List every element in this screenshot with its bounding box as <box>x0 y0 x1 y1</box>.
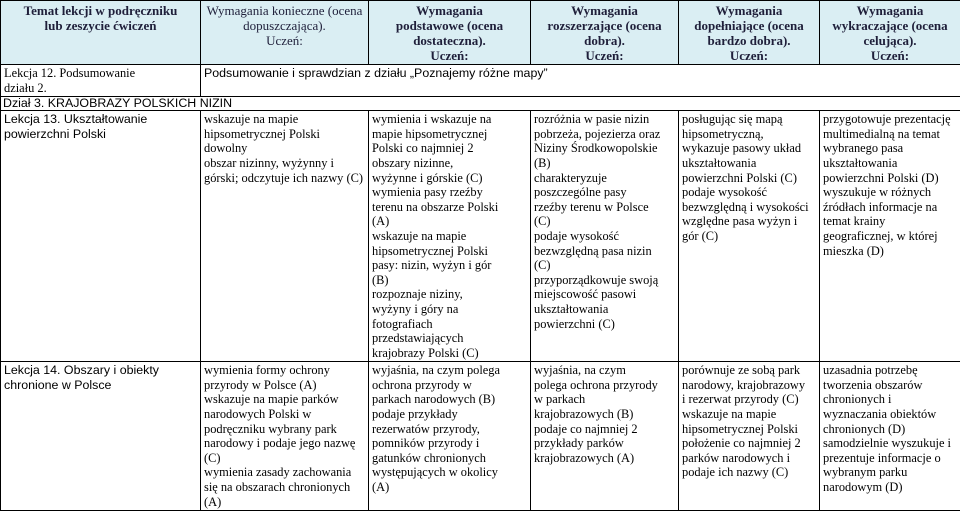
lesson-13-supplementary <box>679 111 820 362</box>
text-line: wyjaśnia, na czym polega <box>372 363 527 378</box>
text-line: charakteryzuje <box>534 171 675 186</box>
text-line: ukształtowania <box>682 156 816 171</box>
text-line: obszar nizinny, wyżynny i <box>204 156 365 171</box>
text-line: powierzchni Polski <box>4 127 197 142</box>
text-line: powierzchni Polski (D) <box>823 171 957 186</box>
header-extended <box>531 1 679 65</box>
text-line: podstawowe (ocena <box>371 18 528 33</box>
lesson-14-required <box>201 362 369 511</box>
text-line: dopuszczająca). <box>203 18 366 33</box>
text-line: (C) <box>534 258 675 273</box>
header-basic <box>369 1 531 65</box>
text-line: wskazuje na mapie <box>372 229 527 244</box>
text-line: Niziny Środkowopolskie <box>534 141 675 156</box>
text-line: krajobrazy Polski (C) <box>372 346 527 361</box>
text-line: wymienia zasady zachowania <box>204 465 365 480</box>
lesson-13-topic <box>1 111 201 362</box>
lesson-13-basic <box>369 111 531 362</box>
text-line: działu 2. <box>4 81 197 96</box>
text-line: wybranego pasa <box>823 141 957 156</box>
text-line: narodowy i podaje jego nazwę <box>204 436 365 451</box>
text-line: posługując się mapą <box>682 112 816 127</box>
text-line: rezerwatów przyrody, <box>372 422 527 437</box>
text-line: fotografiach <box>372 317 527 332</box>
text-line: wymienia i wskazuje na <box>372 112 527 127</box>
text-line: parkach narodowych (B) <box>372 392 527 407</box>
lesson-13-row <box>1 111 960 362</box>
text-line: się na obszarach chronionych <box>204 480 365 495</box>
text-line: obszary nizinne, <box>372 156 527 171</box>
header-required <box>201 1 369 65</box>
text-line: wykraczające (ocena <box>822 18 958 33</box>
text-line: Temat lekcji w podręczniku <box>3 3 198 18</box>
lesson-14-supplementary <box>679 362 820 511</box>
lesson-13-extended <box>531 111 679 362</box>
lesson-12-row <box>1 65 960 97</box>
text-line: tworzenia obszarów <box>823 378 957 393</box>
text-line: wymienia pasy rzeźby <box>372 185 527 200</box>
text-line: przyporządkowuje swoją <box>534 273 675 288</box>
text-line: bezwzględną i wysokości <box>682 200 816 215</box>
text-line: rozszerzające (ocena <box>533 18 676 33</box>
text-line: dobra). <box>533 33 676 48</box>
text-line: krajobrazowych (A) <box>534 451 675 466</box>
text-line: przykłady parków <box>534 436 675 451</box>
text-line: porównuje ze sobą park <box>682 363 816 378</box>
text-line: Lekcja 12. Podsumowanie <box>4 66 197 81</box>
text-line: Uczeń: <box>371 48 528 63</box>
text-line: Wymagania <box>822 3 958 18</box>
text-line: Wymagania konieczne (ocena <box>203 3 366 18</box>
text-line: wskazuje na mapie <box>682 407 816 422</box>
text-line: wybranym parku <box>823 465 957 480</box>
section-title: Dział 3. KRAJOBRAZY POLSKICH NIZIN <box>1 97 960 111</box>
text-line: podaje wysokość <box>534 229 675 244</box>
text-line: prezentuje informacje o <box>823 451 957 466</box>
text-line: Lekcja 14. Obszary i obiekty <box>4 363 197 378</box>
text-line: względne pasa wyżyn i <box>682 214 816 229</box>
header-row <box>1 1 960 65</box>
text-line: i rezerwat przyrody (C) <box>682 392 816 407</box>
text-line: hipsometrycznej Polski dowolny <box>204 127 365 156</box>
text-line: terenu na obszarze Polski <box>372 200 527 215</box>
text-line: wykazuje pasowy układ <box>682 141 816 156</box>
text-line: wyżynne i górskie (C) <box>372 171 527 186</box>
text-line: pobrzeża, pojezierza oraz <box>534 127 675 142</box>
text-line: celująca). <box>822 33 958 48</box>
text-line: powierzchni (C) <box>534 317 675 332</box>
lesson-13-advanced <box>820 111 960 362</box>
text-line: wskazuje na mapie parków <box>204 392 365 407</box>
lesson-14-basic <box>369 362 531 511</box>
text-line: ochrona przyrody w <box>372 378 527 393</box>
text-line: podaje ich nazwy (C) <box>682 465 816 480</box>
header-supplementary <box>679 1 820 65</box>
text-line: Uczeń: <box>533 48 676 63</box>
text-line: poszczególne pasy <box>534 185 675 200</box>
text-line: wyjaśnia, na czym <box>534 363 675 378</box>
text-line: (B) <box>372 273 527 288</box>
text-line: Uczeń: <box>681 48 817 63</box>
lesson-12-topic <box>1 65 201 97</box>
text-line: przyrody w Polsce (A) <box>204 378 365 393</box>
text-line: wskazuje na mapie <box>204 112 365 127</box>
text-line: chronione w Polsce <box>4 378 197 393</box>
text-line: chronionych i <box>823 392 957 407</box>
text-line: podaje przykłady <box>372 407 527 422</box>
text-line: podręczniku wybrany park <box>204 422 365 437</box>
text-line: Wymagania <box>371 3 528 18</box>
text-line: (C) <box>204 451 365 466</box>
text-line: (A) <box>204 495 365 510</box>
text-line: pasy: nizin, wyżyn i gór <box>372 258 527 273</box>
text-line: narodowym (D) <box>823 480 957 495</box>
text-line: wyznaczania obiektów <box>823 407 957 422</box>
lesson-14-topic <box>1 362 201 511</box>
text-line: podaje co najmniej 2 <box>534 422 675 437</box>
text-line: hipsometryczną, <box>682 127 816 142</box>
text-line: Lekcja 13. Ukształtowanie <box>4 112 197 127</box>
text-line: rzeźby terenu w Polsce <box>534 200 675 215</box>
section-row <box>1 97 960 111</box>
text-line: hipsometrycznej Polski <box>682 422 816 437</box>
text-line: Uczeń: <box>822 48 958 63</box>
text-line: (B) <box>534 156 675 171</box>
lesson-12-summary: Podsumowanie i sprawdzian z działu „Poznajemy różne mapy” <box>201 65 960 97</box>
text-line: wyżyny i góry na <box>372 302 527 317</box>
text-line: samodzielnie wyszukuje i <box>823 436 957 451</box>
text-line: wyszukuje w różnych <box>823 185 957 200</box>
text-line: dopełniające (ocena <box>681 18 817 33</box>
text-line: rozpoznaje niziny, <box>372 287 527 302</box>
text-line: podaje wysokość <box>682 185 816 200</box>
text-line: hipsometrycznej Polski <box>372 244 527 259</box>
lesson-13-required <box>201 111 369 362</box>
text-line: w parkach <box>534 392 675 407</box>
text-line: pomników przyrody i <box>372 436 527 451</box>
text-line: Uczeń: <box>203 33 366 48</box>
text-line: chronionych (D) <box>823 422 957 437</box>
text-line: uzasadnia potrzebę <box>823 363 957 378</box>
lesson-14-extended <box>531 362 679 511</box>
text-line: (A) <box>372 214 527 229</box>
text-line: multimedialną na temat <box>823 127 957 142</box>
text-line: Wymagania <box>533 3 676 18</box>
text-line: gatunków chronionych <box>372 451 527 466</box>
text-line: parków narodowych i <box>682 451 816 466</box>
text-line: wymienia formy ochrony <box>204 363 365 378</box>
header-advanced <box>820 1 960 65</box>
text-line: dostateczna). <box>371 33 528 48</box>
text-line: położenie co najmniej 2 <box>682 436 816 451</box>
text-line: Polski co najmniej 2 <box>372 141 527 156</box>
text-line: krajobrazowych (B) <box>534 407 675 422</box>
text-line: ukształtowania <box>534 302 675 317</box>
text-line: powierzchni Polski (C) <box>682 171 816 186</box>
text-line: występujących w okolicy <box>372 465 527 480</box>
text-line: Wymagania <box>681 3 817 18</box>
text-line: gór (C) <box>682 229 816 244</box>
text-line: przygotowuje prezentację <box>823 112 957 127</box>
text-line: narodowy, krajobrazowy <box>682 378 816 393</box>
text-line: ukształtowania <box>823 156 957 171</box>
lesson-14-advanced <box>820 362 960 511</box>
text-line: rozróżnia w pasie nizin <box>534 112 675 127</box>
text-line: przedstawiających <box>372 331 527 346</box>
text-line: mapie hipsometrycznej <box>372 127 527 142</box>
text-line: górski; odczytuje ich nazwy (C) <box>204 171 365 186</box>
text-line: miejscowość pasowi <box>534 287 675 302</box>
text-line: geograficznej, w której <box>823 229 957 244</box>
header-topic <box>1 1 201 65</box>
text-line: polega ochrona przyrody <box>534 378 675 393</box>
text-line: bardzo dobra). <box>681 33 817 48</box>
lesson-14-row <box>1 362 960 511</box>
text-line: (C) <box>534 214 675 229</box>
text-line: lub zeszycie ćwiczeń <box>3 18 198 33</box>
text-line: źródłach informacje na <box>823 200 957 215</box>
text-line: narodowych Polski w <box>204 407 365 422</box>
text-line: (A) <box>372 480 527 495</box>
text-line: mieszka (D) <box>823 244 957 259</box>
text-line: temat krainy <box>823 214 957 229</box>
text-line: bezwzględną pasa nizin <box>534 244 675 259</box>
